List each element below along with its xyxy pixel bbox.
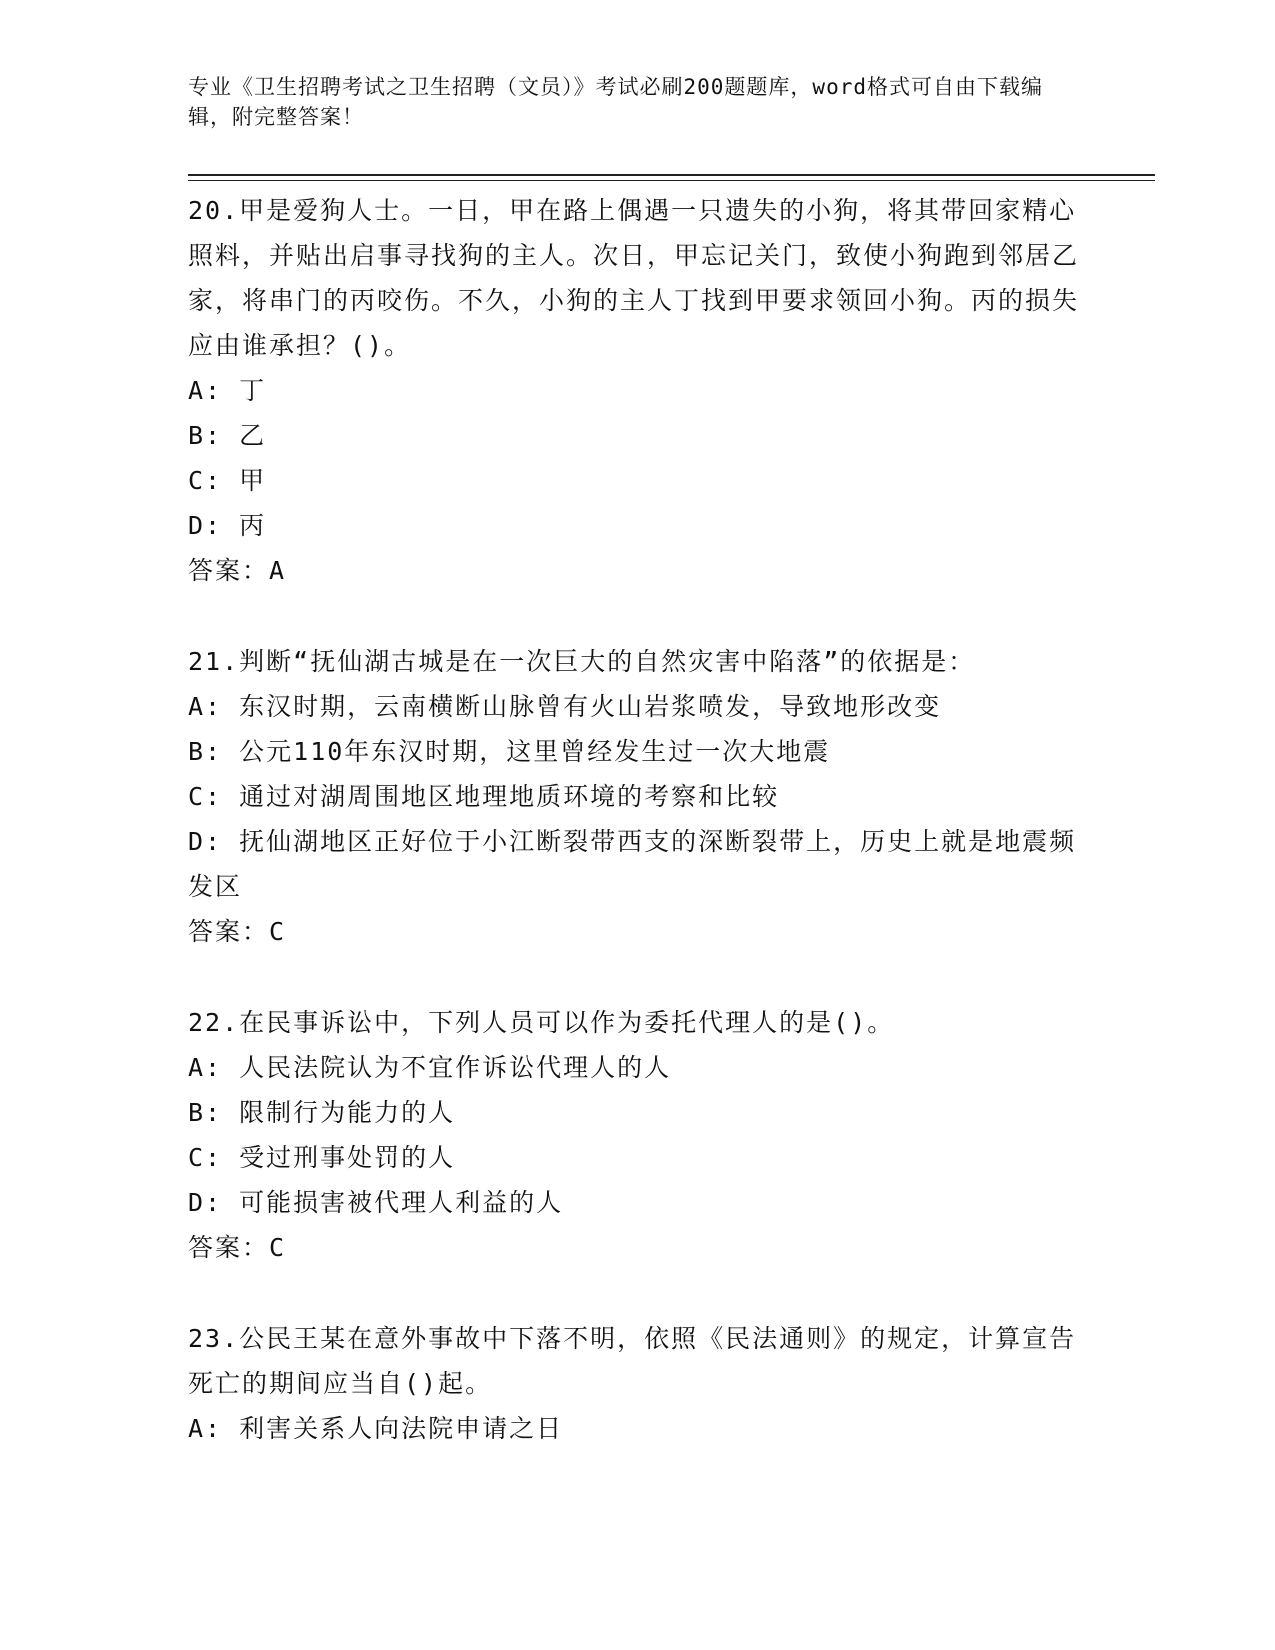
answer: 答案：C (188, 917, 287, 946)
question-stem: 23.公民王某在意外事故中下落不明，依照《民法通则》的规定，计算宣告死亡的期间应当自()起。 (188, 1324, 1077, 1398)
option-c: C: 受过刑事处罚的人 (188, 1143, 456, 1172)
question-list (188, 188, 1088, 1497)
question-23 (188, 1316, 1088, 1451)
option-c: C: 甲 (188, 466, 267, 495)
header-rule-thin (188, 180, 1155, 181)
question-20 (188, 188, 1088, 593)
answer: 答案：C (188, 1233, 287, 1262)
option-b: B: 乙 (188, 421, 267, 450)
question-stem: 21.判断“抚仙湖古城是在一次巨大的自然灾害中陷落”的依据是： (188, 647, 976, 676)
option-a: A: 东汉时期，云南横断山脉曾有火山岩浆喷发，导致地形改变 (188, 692, 942, 721)
option-a: A: 丁 (188, 376, 267, 405)
question-22 (188, 1000, 1088, 1270)
option-a: A: 人民法院认为不宜作诉讼代理人的人 (188, 1053, 672, 1082)
option-d: D: 抚仙湖地区正好位于小江断裂带西支的深断裂带上，历史上就是地震频发区 (188, 827, 1077, 901)
option-d: D: 丙 (188, 511, 267, 540)
question-stem: 22.在民事诉讼中，下列人员可以作为委托代理人的是()。 (188, 1008, 895, 1037)
header-rule-thick (188, 174, 1155, 176)
question-21 (188, 639, 1088, 954)
option-b: B: 公元110年东汉时期，这里曾经发生过一次大地震 (188, 737, 831, 766)
question-stem: 20.甲是爱狗人士。一日，甲在路上偶遇一只遗失的小狗，将其带回家精心照料，并贴出启事寻找狗的主人。次日，甲忘记关门，致使小狗跑到邻居乙家，将串门的丙咬伤。不久，小狗的主人丁找到甲要求领回小狗。丙的损失应由谁承担？()。 (188, 196, 1080, 360)
option-b: B: 限制行为能力的人 (188, 1098, 456, 1127)
document-header: 专业《卫生招聘考试之卫生招聘（文员）》考试必刷200题题库，word格式可自由下载编辑，附完整答案！ (188, 75, 1043, 129)
option-c: C: 通过对湖周围地区地理地质环境的考察和比较 (188, 782, 780, 811)
option-d: D: 可能损害被代理人利益的人 (188, 1188, 564, 1217)
answer: 答案：A (188, 556, 287, 585)
option-a: A: 利害关系人向法院申请之日 (188, 1414, 564, 1443)
